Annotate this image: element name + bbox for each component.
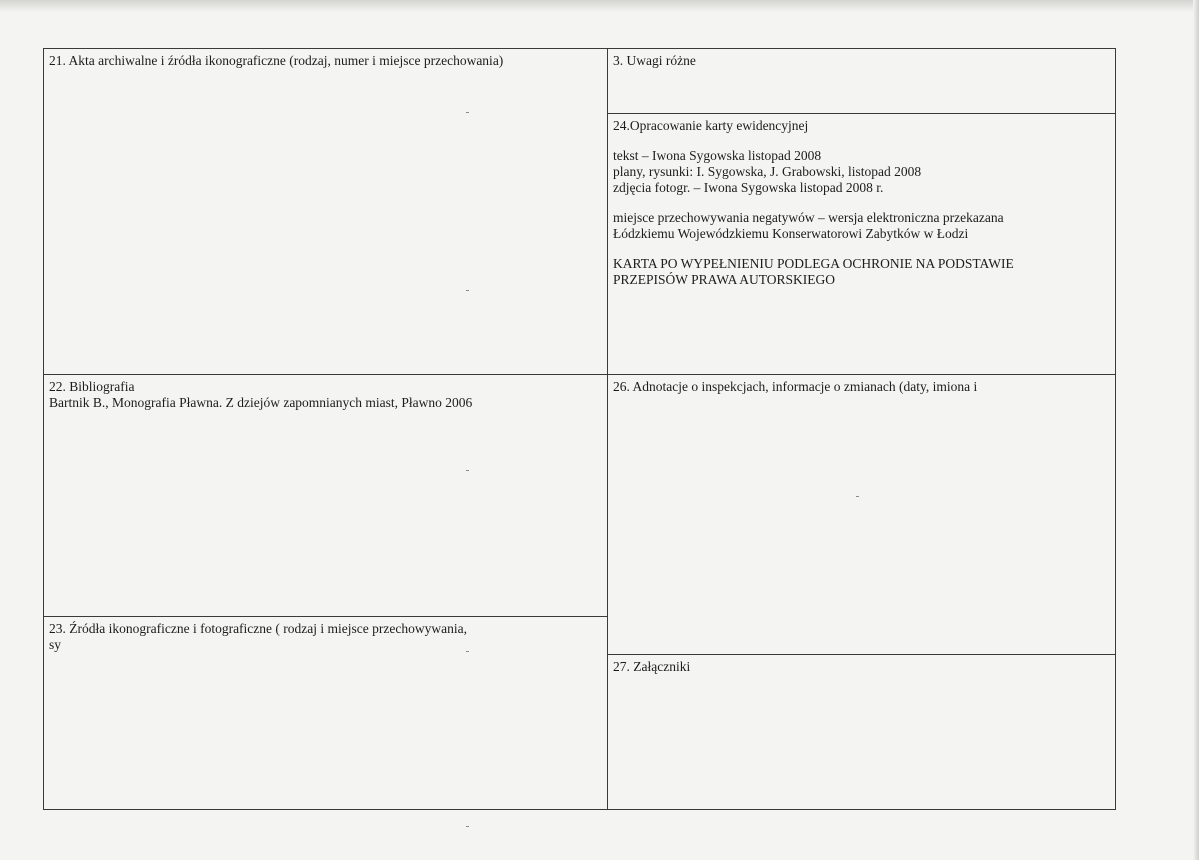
- record-card-form: [43, 48, 1116, 810]
- scan-edge-right: [1193, 0, 1199, 860]
- section-24-card-authorship: [607, 113, 1116, 375]
- credit-photos: zdjęcia fotogr. – Iwona Sygowska listopad 2008 r.: [613, 180, 884, 195]
- scan-edge-top: [0, 0, 1199, 12]
- credit-plans: plany, rysunki: I. Sygowska, J. Grabowski, listopad 2008: [613, 164, 922, 179]
- section-23-iconographic-sources: [43, 616, 608, 810]
- section-3-remarks: [607, 48, 1116, 114]
- scan-speck: [466, 470, 469, 471]
- bibliography-entry: Bartnik B., Monografia Pławna. Z dziejów zapomnianych miast, Pławno 2006: [49, 395, 473, 410]
- scan-speck: [466, 826, 469, 827]
- section-26-inspection-notes: [607, 374, 1116, 655]
- negatives-storage-line-1: miejsce przechowywania negatywów – wersja elektroniczna przekazana: [613, 210, 1004, 225]
- section-23-title: 23. Źródła ikonograficzne i fotograficzne ( rodzaj i miejsce przechowywania,: [49, 621, 467, 636]
- section-23-continuation: sy: [49, 637, 62, 652]
- scan-speck: [466, 651, 469, 652]
- scan-speck: [466, 290, 469, 291]
- section-27-attachments: [607, 654, 1116, 810]
- section-27-title: 27. Załączniki: [613, 659, 691, 674]
- section-3-title: 3. Uwagi różne: [613, 53, 696, 68]
- section-21-archival-sources: [43, 48, 608, 375]
- scan-speck: [466, 112, 469, 113]
- section-26-title: 26. Adnotacje o inspekcjach, informacje o zmianach (daty, imiona i: [613, 379, 978, 394]
- section-22-bibliography: [43, 374, 608, 617]
- credit-text: tekst – Iwona Sygowska listopad 2008: [613, 148, 822, 163]
- negatives-storage-line-2: Łódzkiemu Wojewódzkiemu Konserwatorowi Zabytków w Łodzi: [613, 226, 969, 241]
- section-21-title: 21. Akta archiwalne i źródła ikonograficzne (rodzaj, numer i miejsce przechowania): [49, 53, 504, 68]
- copyright-notice-line-2: PRZEPISÓW PRAWA AUTORSKIEGO: [613, 272, 835, 287]
- scan-speck: [856, 496, 859, 497]
- copyright-notice-line-1: KARTA PO WYPEŁNIENIU PODLEGA OCHRONIE NA PODSTAWIE: [613, 256, 1014, 271]
- section-24-title: 24.Opracowanie karty ewidencyjnej: [613, 118, 809, 133]
- section-22-title: 22. Bibliografia: [49, 379, 135, 394]
